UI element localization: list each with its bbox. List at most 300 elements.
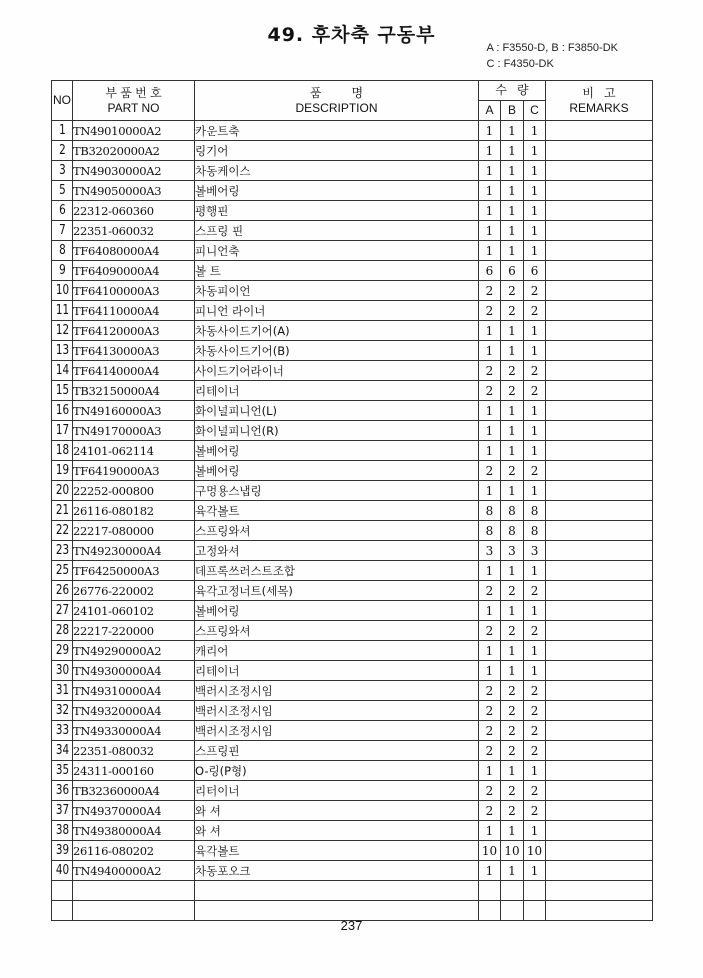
header-qty-b: B [501,101,524,121]
row-remarks [546,561,653,581]
row-qty-a: 2 [479,621,501,641]
row-qty-c: 1 [524,561,546,581]
row-qty-c: 1 [524,821,546,841]
row-part-no: TN49010000A2 [73,121,195,141]
empty-cell [52,881,73,901]
row-remarks [546,641,653,661]
row-no: 27 [54,601,71,621]
table-row-empty [52,881,653,901]
row-description: 스프링핀 [195,741,479,761]
row-qty-b: 1 [501,661,524,681]
row-description: 차동케이스 [195,161,479,181]
row-part-no: TN49050000A3 [73,181,195,201]
row-description: 데프록쓰러스트조합 [195,561,479,581]
row-remarks [546,181,653,201]
row-qty-b: 2 [501,361,524,381]
row-description: 사이드기어라이너 [195,361,479,381]
row-qty-a: 1 [479,661,501,681]
row-remarks [546,761,653,781]
row-qty-c: 1 [524,401,546,421]
row-qty-b: 8 [501,501,524,521]
table-row [52,381,653,401]
row-qty-a: 1 [479,601,501,621]
table-row [52,441,653,461]
row-qty-c: 1 [524,641,546,661]
row-description: 차동피이언 [195,281,479,301]
row-qty-c: 2 [524,461,546,481]
row-part-no: TB32020000A2 [73,141,195,161]
row-no: 16 [54,401,71,421]
row-part-no: TN49320000A4 [73,701,195,721]
row-qty-a: 1 [479,121,501,141]
row-no: 15 [54,381,71,401]
table-row [52,501,653,521]
row-no: 8 [54,241,71,261]
row-part-no: TN49330000A4 [73,721,195,741]
row-qty-a: 1 [479,141,501,161]
row-qty-c: 6 [524,261,546,281]
row-qty-c: 1 [524,481,546,501]
row-remarks [546,821,653,841]
model-legend [487,40,618,72]
row-qty-b: 2 [501,581,524,601]
row-no: 14 [54,361,71,381]
table-row [52,401,653,421]
row-part-no: TF64120000A3 [73,321,195,341]
header-description [195,81,479,121]
row-part-no: 22217-080000 [73,521,195,541]
row-qty-b: 2 [501,701,524,721]
row-qty-b: 2 [501,781,524,801]
row-no: 10 [54,281,71,301]
row-qty-c: 1 [524,241,546,261]
row-description: 볼베어링 [195,601,479,621]
empty-cell [524,881,546,901]
row-qty-b: 1 [501,141,524,161]
row-qty-c: 1 [524,861,546,881]
row-description: 스프링와셔 [195,521,479,541]
table-row [52,561,653,581]
table-row [52,341,653,361]
row-qty-c: 1 [524,761,546,781]
row-qty-a: 8 [479,501,501,521]
row-qty-b: 1 [501,201,524,221]
row-qty-c: 1 [524,141,546,161]
row-qty-a: 1 [479,321,501,341]
row-qty-b: 1 [501,341,524,361]
row-description: 볼 트 [195,261,479,281]
row-qty-c: 10 [524,841,546,861]
page-title: 49. 후차축 구동부 [267,24,436,46]
header-remarks [546,81,653,121]
row-qty-b: 2 [501,621,524,641]
row-no: 33 [54,721,71,741]
row-description: 구멍용스냅링 [195,481,479,501]
row-description: 카운트축 [195,121,479,141]
row-qty-c: 1 [524,181,546,201]
row-no: 29 [54,641,71,661]
header-description-ko: 품 명 [309,85,364,100]
table-row [52,461,653,481]
row-qty-a: 1 [479,561,501,581]
row-part-no: TB32150000A4 [73,381,195,401]
header-qty-c: C [524,101,546,121]
row-remarks [546,441,653,461]
row-qty-a: 1 [479,821,501,841]
row-qty-c: 2 [524,381,546,401]
row-qty-c: 2 [524,721,546,741]
row-no: 20 [54,481,71,501]
row-description: 차동포오크 [195,861,479,881]
row-qty-a: 1 [479,641,501,661]
row-no: 3 [54,161,71,181]
row-part-no: TF64190000A3 [73,461,195,481]
row-description: 캐리어 [195,641,479,661]
row-remarks [546,661,653,681]
row-remarks [546,261,653,281]
row-qty-b: 2 [501,741,524,761]
table-row [52,861,653,881]
table-row [52,621,653,641]
row-qty-c: 2 [524,801,546,821]
table-row [52,681,653,701]
row-qty-c: 2 [524,741,546,761]
row-part-no: TN49030000A2 [73,161,195,181]
row-qty-b: 1 [501,421,524,441]
page-number: 237 [340,918,363,933]
table-row [52,481,653,501]
row-qty-a: 1 [479,761,501,781]
row-part-no: 26116-080182 [73,501,195,521]
row-part-no: 26116-080202 [73,841,195,861]
table-row [52,821,653,841]
row-qty-a: 1 [479,181,501,201]
row-qty-a: 1 [479,161,501,181]
row-qty-a: 6 [479,261,501,281]
row-description: 차동사이드기어(A) [195,321,479,341]
table-row [52,141,653,161]
row-no: 13 [54,341,71,361]
row-description: 육각볼트 [195,501,479,521]
row-no: 11 [54,301,71,321]
header-remarks-ko: 비 고 [582,85,616,100]
table-row [52,841,653,861]
table-row [52,181,653,201]
row-qty-c: 8 [524,501,546,521]
row-qty-c: 1 [524,661,546,681]
row-remarks [546,281,653,301]
row-remarks [546,501,653,521]
table-row [52,761,653,781]
row-no: 18 [54,441,71,461]
row-qty-c: 1 [524,161,546,181]
row-remarks [546,221,653,241]
table-row [52,641,653,661]
table-row [52,121,653,141]
row-no: 1 [54,121,71,141]
empty-cell [501,881,524,901]
row-description: O-링(P형) [195,761,479,781]
row-description: 피니언축 [195,241,479,261]
table-row [52,601,653,621]
row-qty-c: 1 [524,221,546,241]
row-no: 40 [54,861,71,881]
row-qty-a: 2 [479,741,501,761]
row-no: 19 [54,461,71,481]
header-part-no-en: PART NO [107,100,160,115]
row-no: 5 [54,181,71,201]
table-row [52,661,653,681]
row-remarks [546,241,653,261]
row-qty-a: 2 [479,801,501,821]
row-remarks [546,421,653,441]
row-qty-c: 2 [524,281,546,301]
row-description: 육각볼트 [195,841,479,861]
row-part-no: TN49290000A2 [73,641,195,661]
row-qty-a: 1 [479,481,501,501]
row-qty-b: 2 [501,801,524,821]
table-row [52,581,653,601]
row-qty-b: 1 [501,121,524,141]
row-remarks [546,461,653,481]
header-remarks-en: REMARKS [569,100,629,115]
row-qty-b: 1 [501,861,524,881]
parts-table-body [52,121,653,921]
row-no: 26 [54,581,71,601]
row-remarks [546,721,653,741]
row-part-no: TN49170000A3 [73,421,195,441]
row-qty-a: 2 [479,581,501,601]
row-description: 백러시조정시임 [195,701,479,721]
row-part-no: TN49300000A4 [73,661,195,681]
row-no: 25 [54,561,71,581]
header-no: NO [52,81,73,121]
row-remarks [546,621,653,641]
row-description: 볼베어링 [195,461,479,481]
row-part-no: 22351-060032 [73,221,195,241]
row-part-no: TN49230000A4 [73,541,195,561]
row-remarks [546,141,653,161]
row-qty-a: 2 [479,701,501,721]
row-qty-a: 2 [479,461,501,481]
row-part-no: TF64250000A3 [73,561,195,581]
row-qty-c: 2 [524,581,546,601]
row-qty-b: 1 [501,821,524,841]
empty-cell [479,881,501,901]
table-row [52,541,653,561]
row-remarks [546,861,653,881]
row-qty-a: 1 [479,241,501,261]
table-row [52,221,653,241]
row-remarks [546,481,653,501]
row-description: 화이널피니언(R) [195,421,479,441]
row-description: 리터이너 [195,781,479,801]
row-no: 39 [54,841,71,861]
row-description: 볼베어링 [195,441,479,461]
row-no: 9 [54,261,71,281]
row-qty-a: 1 [479,421,501,441]
table-row [52,421,653,441]
row-remarks [546,161,653,181]
row-remarks [546,341,653,361]
row-qty-a: 2 [479,361,501,381]
empty-cell [195,881,479,901]
row-description: 피니언 라이너 [195,301,479,321]
row-description: 와 셔 [195,821,479,841]
row-part-no: TN49400000A2 [73,861,195,881]
row-qty-a: 10 [479,841,501,861]
row-qty-a: 1 [479,201,501,221]
row-part-no: 22217-220000 [73,621,195,641]
row-no: 32 [54,701,71,721]
row-qty-a: 8 [479,521,501,541]
row-part-no: TF64100000A3 [73,281,195,301]
parts-table [51,80,653,921]
row-description: 스프링와셔 [195,621,479,641]
row-part-no: TF64140000A4 [73,361,195,381]
row-part-no: TN49160000A3 [73,401,195,421]
row-no: 35 [54,761,71,781]
row-remarks [546,781,653,801]
row-remarks [546,541,653,561]
row-qty-b: 1 [501,321,524,341]
row-description: 백러시조정시임 [195,721,479,741]
row-qty-c: 3 [524,541,546,561]
row-qty-b: 2 [501,281,524,301]
row-no: 12 [54,321,71,341]
row-qty-b: 1 [501,561,524,581]
row-no: 37 [54,801,71,821]
row-qty-c: 2 [524,701,546,721]
table-row [52,301,653,321]
empty-cell [73,881,195,901]
row-remarks [546,321,653,341]
row-qty-a: 2 [479,281,501,301]
row-description: 평행핀 [195,201,479,221]
row-no: 7 [54,221,71,241]
row-qty-b: 1 [501,181,524,201]
row-part-no: TN49380000A4 [73,821,195,841]
row-description: 볼베어링 [195,181,479,201]
row-qty-a: 1 [479,861,501,881]
table-row [52,801,653,821]
row-remarks [546,601,653,621]
row-remarks [546,741,653,761]
row-qty-b: 1 [501,221,524,241]
row-qty-c: 1 [524,441,546,461]
header-quantity: 수 량 [479,81,546,101]
row-qty-c: 1 [524,201,546,221]
row-part-no: 26776-220002 [73,581,195,601]
row-description: 육각고정너트(세목) [195,581,479,601]
row-qty-b: 2 [501,721,524,741]
row-qty-a: 1 [479,401,501,421]
row-qty-b: 1 [501,401,524,421]
row-no: 17 [54,421,71,441]
row-qty-a: 1 [479,441,501,461]
row-qty-c: 2 [524,621,546,641]
row-qty-a: 1 [479,221,501,241]
row-remarks [546,801,653,821]
row-part-no: 24101-062114 [73,441,195,461]
row-remarks [546,361,653,381]
row-remarks [546,841,653,861]
row-part-no: TF64110000A4 [73,301,195,321]
row-description: 백러시조정시임 [195,681,479,701]
table-row [52,241,653,261]
row-qty-a: 1 [479,341,501,361]
row-remarks [546,521,653,541]
row-no: 2 [54,141,71,161]
row-qty-b: 2 [501,461,524,481]
row-part-no: TF64130000A3 [73,341,195,361]
row-qty-c: 2 [524,301,546,321]
row-qty-a: 2 [479,781,501,801]
row-qty-b: 6 [501,261,524,281]
row-qty-c: 1 [524,341,546,361]
legend-line-2: C : F4350-DK [486,58,554,70]
table-row [52,781,653,801]
row-part-no: TF64080000A4 [73,241,195,261]
header-description-en: DESCRIPTION [295,100,378,115]
row-qty-a: 2 [479,681,501,701]
row-remarks [546,401,653,421]
row-qty-b: 1 [501,641,524,661]
header-part-no-ko: 부 품 번 호 [105,85,162,100]
row-no: 30 [54,661,71,681]
table-row [52,741,653,761]
row-description: 고정와셔 [195,541,479,561]
row-qty-a: 2 [479,721,501,741]
row-part-no: 22312-060360 [73,201,195,221]
row-part-no: TF64090000A4 [73,261,195,281]
row-part-no: 22351-080032 [73,741,195,761]
table-row [52,261,653,281]
row-qty-b: 1 [501,481,524,501]
row-no: 23 [54,541,71,561]
row-qty-c: 1 [524,321,546,341]
row-remarks [546,201,653,221]
row-qty-b: 1 [501,761,524,781]
table-row [52,361,653,381]
row-no: 31 [54,681,71,701]
row-qty-c: 8 [524,521,546,541]
table-row [52,721,653,741]
row-remarks [546,581,653,601]
legend-line-1: A : F3550-D, B : F3850-DK [486,42,618,54]
row-qty-a: 3 [479,541,501,561]
row-no: 28 [54,621,71,641]
row-qty-b: 1 [501,441,524,461]
row-description: 와 셔 [195,801,479,821]
row-qty-a: 2 [479,381,501,401]
row-no: 21 [54,501,71,521]
row-qty-b: 1 [501,161,524,181]
row-qty-b: 10 [501,841,524,861]
table-row [52,701,653,721]
row-remarks [546,121,653,141]
row-part-no: 24311-000160 [73,761,195,781]
table-row [52,321,653,341]
row-qty-c: 2 [524,361,546,381]
row-no: 38 [54,821,71,841]
row-no: 22 [54,521,71,541]
row-qty-a: 2 [479,301,501,321]
table-row [52,161,653,181]
row-part-no: TN49310000A4 [73,681,195,701]
row-part-no: TB32360000A4 [73,781,195,801]
row-qty-b: 1 [501,241,524,261]
